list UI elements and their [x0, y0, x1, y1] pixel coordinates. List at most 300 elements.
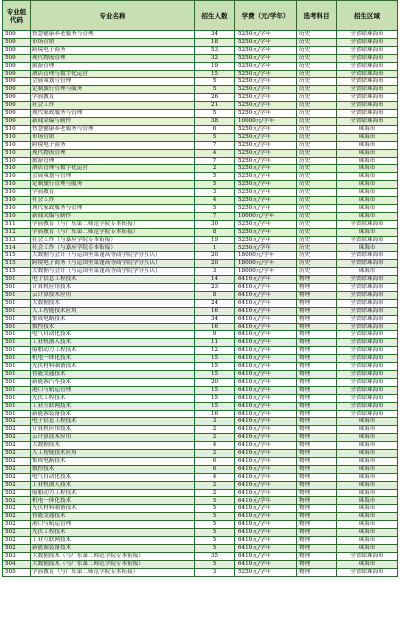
cell-major-name: 光伏材料制备技术 [31, 505, 195, 513]
table-row [3, 244, 398, 252]
cell-region: 全省除珠海市 [337, 236, 398, 244]
cell-region: 全省除珠海市 [337, 78, 398, 86]
cell-enrollment: 6 [195, 465, 235, 473]
cell-region: 珠海市 [337, 450, 398, 458]
cell-region: 全省除珠海市 [337, 38, 398, 46]
cell-enrollment: 8 [195, 228, 235, 236]
table-row [3, 276, 398, 284]
table-row [3, 560, 398, 568]
header-subject: 选考科目 [297, 1, 337, 31]
cell-enrollment: 24 [195, 299, 235, 307]
cell-major-name: 学前教育（与广东第二师范学院专本衔接） [31, 228, 195, 236]
cell-tuition: 5250元/学年 [235, 228, 297, 236]
cell-tuition: 6410元/学年 [235, 378, 297, 386]
cell-code: 503 [3, 552, 31, 560]
cell-region: 全省除珠海市 [337, 31, 398, 39]
cell-subject: 物理 [297, 473, 337, 481]
cell-subject: 物理 [297, 513, 337, 521]
table-row [3, 529, 398, 537]
cell-code: 502 [3, 434, 31, 442]
cell-subject: 历史 [297, 149, 337, 157]
cell-region: 全省除珠海市 [337, 70, 398, 78]
cell-tuition: 5250元/学年 [235, 157, 297, 165]
cell-code: 501 [3, 323, 31, 331]
cell-tuition: 6410元/学年 [235, 560, 297, 568]
cell-code: 511 [3, 220, 31, 228]
cell-code: 509 [3, 46, 31, 54]
cell-major-name: 酒店管理与数字化运营 [31, 165, 195, 173]
cell-subject: 物理 [297, 370, 337, 378]
cell-tuition: 5250元/学年 [235, 197, 297, 205]
table-row [3, 189, 398, 197]
table-row [3, 457, 398, 465]
cell-major-name: 港口与航运管理 [31, 521, 195, 529]
cell-enrollment: 53 [195, 46, 235, 54]
cell-region: 全省除珠海市 [337, 110, 398, 118]
cell-enrollment: 16 [195, 323, 235, 331]
cell-tuition: 5250元/学年 [235, 70, 297, 78]
cell-enrollment: 2 [195, 450, 235, 458]
cell-subject: 历史 [297, 94, 337, 102]
table-row [3, 157, 398, 165]
cell-tuition: 5250元/学年 [235, 110, 297, 118]
cell-code: 513 [3, 236, 31, 244]
cell-tuition: 5250元/学年 [235, 204, 297, 212]
table-row [3, 38, 398, 46]
cell-region: 珠海市 [337, 197, 398, 205]
cell-tuition: 5250元/学年 [235, 54, 297, 62]
cell-enrollment: 5 [195, 505, 235, 513]
cell-code: 510 [3, 173, 31, 181]
cell-enrollment: 3 [195, 418, 235, 426]
cell-region: 全省除珠海市 [337, 86, 398, 94]
cell-subject: 物理 [297, 331, 337, 339]
cell-major-name: 定制旅行管理与服务 [31, 181, 195, 189]
cell-region: 珠海市 [337, 513, 398, 521]
table-row [3, 70, 398, 78]
cell-enrollment: 35 [195, 552, 235, 560]
cell-region: 全省除珠海市 [337, 117, 398, 125]
cell-region: 珠海市 [337, 489, 398, 497]
cell-tuition: 5250元/学年 [235, 38, 297, 46]
cell-code: 501 [3, 307, 31, 315]
table-row [3, 94, 398, 102]
cell-region: 全省除珠海市 [337, 386, 398, 394]
cell-code: 512 [3, 228, 31, 236]
cell-enrollment: 20 [195, 252, 235, 260]
cell-code: 509 [3, 70, 31, 78]
cell-enrollment: 6 [195, 125, 235, 133]
cell-subject: 物理 [297, 552, 337, 560]
cell-tuition: 6410元/学年 [235, 465, 297, 473]
cell-tuition: 6410元/学年 [235, 284, 297, 292]
cell-tuition: 5250元/学年 [235, 31, 297, 39]
cell-code: 501 [3, 410, 31, 418]
cell-tuition: 18000元/学年 [235, 268, 297, 276]
table-row [3, 544, 398, 552]
table-row [3, 315, 398, 323]
table-row [3, 497, 398, 505]
table-row [3, 86, 398, 94]
cell-code: 510 [3, 197, 31, 205]
cell-tuition: 6410元/学年 [235, 513, 297, 521]
cell-tuition: 6410元/学年 [235, 457, 297, 465]
table-row [3, 450, 398, 458]
cell-major-name: 大数据与会计（与运国至菜蓬高等商学院学分互认） [31, 268, 195, 276]
cell-code: 509 [3, 38, 31, 46]
cell-code: 501 [3, 299, 31, 307]
table-row [3, 141, 398, 149]
cell-code: 509 [3, 117, 31, 125]
cell-code: 509 [3, 78, 31, 86]
table-row [3, 62, 398, 70]
cell-major-name: 数控技术 [31, 465, 195, 473]
cell-enrollment: 15 [195, 402, 235, 410]
cell-major-name: 旅游管理 [31, 62, 195, 70]
cell-subject: 物理 [297, 457, 337, 465]
cell-subject: 历史 [297, 220, 337, 228]
cell-subject: 历史 [297, 102, 337, 110]
table-row [3, 173, 398, 181]
cell-tuition: 6410元/学年 [235, 426, 297, 434]
cell-code: 501 [3, 331, 31, 339]
cell-major-name: 船舶动力工程技术 [31, 347, 195, 355]
cell-subject: 物理 [297, 560, 337, 568]
cell-tuition: 6410元/学年 [235, 331, 297, 339]
cell-subject: 历史 [297, 54, 337, 62]
cell-major-name: 会展策划与管理 [31, 78, 195, 86]
cell-major-name: 现代家政服务与管理 [31, 204, 195, 212]
cell-subject: 物理 [297, 418, 337, 426]
table-row [3, 197, 398, 205]
table-row [3, 78, 398, 86]
cell-region: 珠海市 [337, 173, 398, 181]
cell-subject: 历史 [297, 31, 337, 39]
cell-tuition: 6410元/学年 [235, 291, 297, 299]
cell-enrollment: 14 [195, 276, 235, 284]
cell-enrollment: 21 [195, 102, 235, 110]
cell-major-name: 会展策划与管理 [31, 173, 195, 181]
table-row [3, 228, 398, 236]
cell-subject: 物理 [297, 434, 337, 442]
cell-major-name: 智慧健康养老服务与管理 [31, 125, 195, 133]
cell-subject: 历史 [297, 252, 337, 260]
cell-code: 502 [3, 513, 31, 521]
cell-code: 502 [3, 529, 31, 537]
cell-code: 501 [3, 284, 31, 292]
table-row [3, 323, 398, 331]
cell-tuition: 5250元/学年 [235, 78, 297, 86]
cell-code: 501 [3, 394, 31, 402]
cell-subject: 物理 [297, 529, 337, 537]
cell-code: 501 [3, 378, 31, 386]
cell-enrollment: 15 [195, 386, 235, 394]
cell-code: 502 [3, 473, 31, 481]
cell-code: 509 [3, 94, 31, 102]
cell-tuition: 6410元/学年 [235, 529, 297, 537]
cell-major-name: 光伏工程技术 [31, 529, 195, 537]
cell-tuition: 6410元/学年 [235, 386, 297, 394]
cell-region: 珠海市 [337, 560, 398, 568]
table-row [3, 355, 398, 363]
cell-enrollment: 4 [195, 149, 235, 157]
cell-code: 509 [3, 86, 31, 94]
cell-region: 全省除珠海市 [337, 220, 398, 228]
table-row [3, 284, 398, 292]
cell-region: 全省除珠海市 [337, 394, 398, 402]
cell-enrollment: 2 [195, 481, 235, 489]
cell-tuition: 6410元/学年 [235, 473, 297, 481]
cell-region: 珠海市 [337, 228, 398, 236]
cell-major-name: 人工智能技术应用 [31, 307, 195, 315]
table-row [3, 410, 398, 418]
cell-region: 珠海市 [337, 204, 398, 212]
cell-region: 全省除珠海市 [337, 102, 398, 110]
cell-region: 珠海市 [337, 149, 398, 157]
cell-major-name: 新闻采编与制作 [31, 117, 195, 125]
cell-code: 501 [3, 276, 31, 284]
cell-subject: 物理 [297, 544, 337, 552]
cell-code: 501 [3, 315, 31, 323]
cell-code: 504 [3, 560, 31, 568]
cell-region: 珠海市 [337, 125, 398, 133]
cell-tuition: 18000元/学年 [235, 252, 297, 260]
cell-code: 510 [3, 212, 31, 220]
header-fee: 学费（元/学年） [235, 1, 297, 31]
cell-region: 珠海市 [337, 244, 398, 252]
cell-major-name: 社会工作（与嘉应学院专本衔接） [31, 236, 195, 244]
cell-tuition: 18000元/学年 [235, 260, 297, 268]
cell-enrollment: 16 [195, 410, 235, 418]
cell-region: 珠海市 [337, 497, 398, 505]
cell-enrollment: 2 [195, 434, 235, 442]
cell-code: 510 [3, 149, 31, 157]
table-row [3, 212, 398, 220]
table-row [3, 513, 398, 521]
cell-major-name: 机电一体化技术 [31, 497, 195, 505]
cell-region: 珠海市 [337, 457, 398, 465]
cell-region: 珠海市 [337, 189, 398, 197]
cell-code: 505 [3, 568, 31, 576]
cell-major-name: 电气自动化技术 [31, 473, 195, 481]
header-name: 专业名称 [31, 1, 195, 31]
table-row [3, 31, 398, 39]
cell-region: 珠海市 [337, 181, 398, 189]
cell-tuition: 5250元/学年 [235, 102, 297, 110]
cell-subject: 物理 [297, 347, 337, 355]
cell-region: 珠海市 [337, 426, 398, 434]
table-row [3, 307, 398, 315]
cell-enrollment: 5 [195, 181, 235, 189]
cell-region: 珠海市 [337, 442, 398, 450]
table-row [3, 236, 398, 244]
cell-major-name: 工业互联网技术 [31, 402, 195, 410]
cell-tuition: 10000元/学年 [235, 117, 297, 125]
cell-tuition: 6410元/学年 [235, 402, 297, 410]
table-row [3, 204, 398, 212]
cell-tuition: 5250元/学年 [235, 62, 297, 70]
cell-major-name: 工业互联网技术 [31, 537, 195, 545]
cell-major-name: 大数据与会计（与运国至菜蓬高等商学院学分互认） [31, 252, 195, 260]
cell-enrollment: 5 [195, 544, 235, 552]
cell-subject: 历史 [297, 189, 337, 197]
cell-major-name: 社会工作（与嘉应学院专本衔接） [31, 244, 195, 252]
table-row [3, 505, 398, 513]
cell-major-name: 电子信息工程技术 [31, 418, 195, 426]
cell-code: 514 [3, 244, 31, 252]
cell-code: 501 [3, 370, 31, 378]
cell-region: 全省除珠海市 [337, 252, 398, 260]
cell-code: 501 [3, 363, 31, 371]
cell-enrollment: 15 [195, 363, 235, 371]
table-row [3, 260, 398, 268]
cell-enrollment: 5 [195, 173, 235, 181]
cell-region: 珠海市 [337, 521, 398, 529]
table-row [3, 347, 398, 355]
cell-subject: 物理 [297, 315, 337, 323]
cell-tuition: 6410元/学年 [235, 544, 297, 552]
cell-major-name: 学前教育 [31, 94, 195, 102]
cell-enrollment: 5 [195, 529, 235, 537]
cell-region: 珠海市 [337, 544, 398, 552]
cell-enrollment: 26 [195, 94, 235, 102]
cell-region: 珠海市 [337, 157, 398, 165]
cell-major-name: 工业机器人技术 [31, 339, 195, 347]
cell-tuition: 5250元/学年 [235, 244, 297, 252]
cell-major-name: 社会工作 [31, 102, 195, 110]
cell-region: 全省除珠海市 [337, 260, 398, 268]
cell-major-name: 云计算技术应用 [31, 434, 195, 442]
cell-region: 全省除珠海市 [337, 284, 398, 292]
cell-region: 全省除珠海市 [337, 291, 398, 299]
cell-enrollment: 11 [195, 339, 235, 347]
cell-code: 502 [3, 489, 31, 497]
cell-enrollment: 5 [195, 86, 235, 94]
cell-major-name: 跨境电子商务（与运国至菜蓬高等商学院学分互认） [31, 260, 195, 268]
cell-region: 珠海市 [337, 268, 398, 276]
cell-tuition: 6410元/学年 [235, 505, 297, 513]
cell-enrollment: 34 [195, 315, 235, 323]
header-code: 专业组 代码 [3, 1, 31, 31]
cell-subject: 历史 [297, 204, 337, 212]
cell-subject: 历史 [297, 70, 337, 78]
cell-enrollment: 5 [195, 133, 235, 141]
cell-enrollment: 23 [195, 284, 235, 292]
cell-region: 珠海市 [337, 529, 398, 537]
table-row [3, 252, 398, 260]
cell-major-name: 新能源装备技术 [31, 410, 195, 418]
cell-region: 全省除珠海市 [337, 331, 398, 339]
table-row [3, 299, 398, 307]
cell-code: 502 [3, 497, 31, 505]
cell-enrollment: 7 [195, 212, 235, 220]
cell-subject: 物理 [297, 497, 337, 505]
cell-tuition: 6410元/学年 [235, 315, 297, 323]
cell-enrollment: 32 [195, 54, 235, 62]
cell-tuition: 6410元/学年 [235, 355, 297, 363]
cell-code: 502 [3, 465, 31, 473]
cell-region: 全省除珠海市 [337, 46, 398, 54]
cell-tuition: 6410元/学年 [235, 481, 297, 489]
cell-major-name: 智能交通技术 [31, 370, 195, 378]
cell-major-name: 光伏材料制备技术 [31, 363, 195, 371]
cell-subject: 历史 [297, 212, 337, 220]
cell-major-name: 大数据技术 [31, 442, 195, 450]
cell-region: 全省除珠海市 [337, 370, 398, 378]
cell-subject: 历史 [297, 236, 337, 244]
cell-subject: 历史 [297, 197, 337, 205]
cell-region: 珠海市 [337, 418, 398, 426]
cell-enrollment: 7 [195, 157, 235, 165]
table-row [3, 481, 398, 489]
cell-subject: 历史 [297, 244, 337, 252]
table-row [3, 434, 398, 442]
cell-code: 510 [3, 181, 31, 189]
cell-tuition: 6410元/学年 [235, 442, 297, 450]
cell-major-name: 光伏工程技术 [31, 394, 195, 402]
table-row [3, 568, 398, 576]
cell-code: 510 [3, 125, 31, 133]
cell-major-name: 人工智能技术应用 [31, 450, 195, 458]
cell-subject: 物理 [297, 568, 337, 576]
cell-major-name: 社会工作 [31, 197, 195, 205]
table-row [3, 521, 398, 529]
cell-major-name: 集成电路技术 [31, 315, 195, 323]
cell-major-name: 数控技术 [31, 323, 195, 331]
cell-region: 全省除珠海市 [337, 363, 398, 371]
cell-region: 全省除珠海市 [337, 410, 398, 418]
cell-region: 全省除珠海市 [337, 339, 398, 347]
cell-tuition: 6410元/学年 [235, 299, 297, 307]
cell-enrollment: 3 [195, 568, 235, 576]
cell-enrollment: 38 [195, 117, 235, 125]
table-body [3, 31, 398, 577]
cell-subject: 历史 [297, 260, 337, 268]
table-row [3, 110, 398, 118]
cell-major-name: 新闻采编与制作 [31, 212, 195, 220]
cell-enrollment: 4 [195, 442, 235, 450]
cell-enrollment: 5 [195, 521, 235, 529]
cell-enrollment: 5 [195, 110, 235, 118]
cell-region: 珠海市 [337, 481, 398, 489]
cell-subject: 历史 [297, 46, 337, 54]
cell-tuition: 6410元/学年 [235, 339, 297, 347]
cell-subject: 物理 [297, 276, 337, 284]
table-row [3, 331, 398, 339]
cell-tuition: 6410元/学年 [235, 370, 297, 378]
cell-major-name: 学前教育（与广东第二师范学院专本衔接） [31, 220, 195, 228]
cell-region: 全省除珠海市 [337, 568, 398, 576]
cell-region: 全省除珠海市 [337, 378, 398, 386]
cell-tuition: 5250元/学年 [235, 149, 297, 157]
table-row [3, 133, 398, 141]
cell-tuition: 5250元/学年 [235, 86, 297, 94]
cell-enrollment: 5 [195, 513, 235, 521]
cell-enrollment: 15 [195, 70, 235, 78]
cell-subject: 物理 [297, 410, 337, 418]
cell-tuition: 6410元/学年 [235, 347, 297, 355]
cell-region: 全省除珠海市 [337, 307, 398, 315]
cell-enrollment: 8 [195, 291, 235, 299]
cell-code: 515 [3, 260, 31, 268]
table-row [3, 291, 398, 299]
cell-code: 510 [3, 189, 31, 197]
cell-enrollment: 19 [195, 62, 235, 70]
cell-major-name: 现代物流管理 [31, 149, 195, 157]
table-row [3, 54, 398, 62]
cell-subject: 物理 [297, 355, 337, 363]
cell-subject: 物理 [297, 537, 337, 545]
